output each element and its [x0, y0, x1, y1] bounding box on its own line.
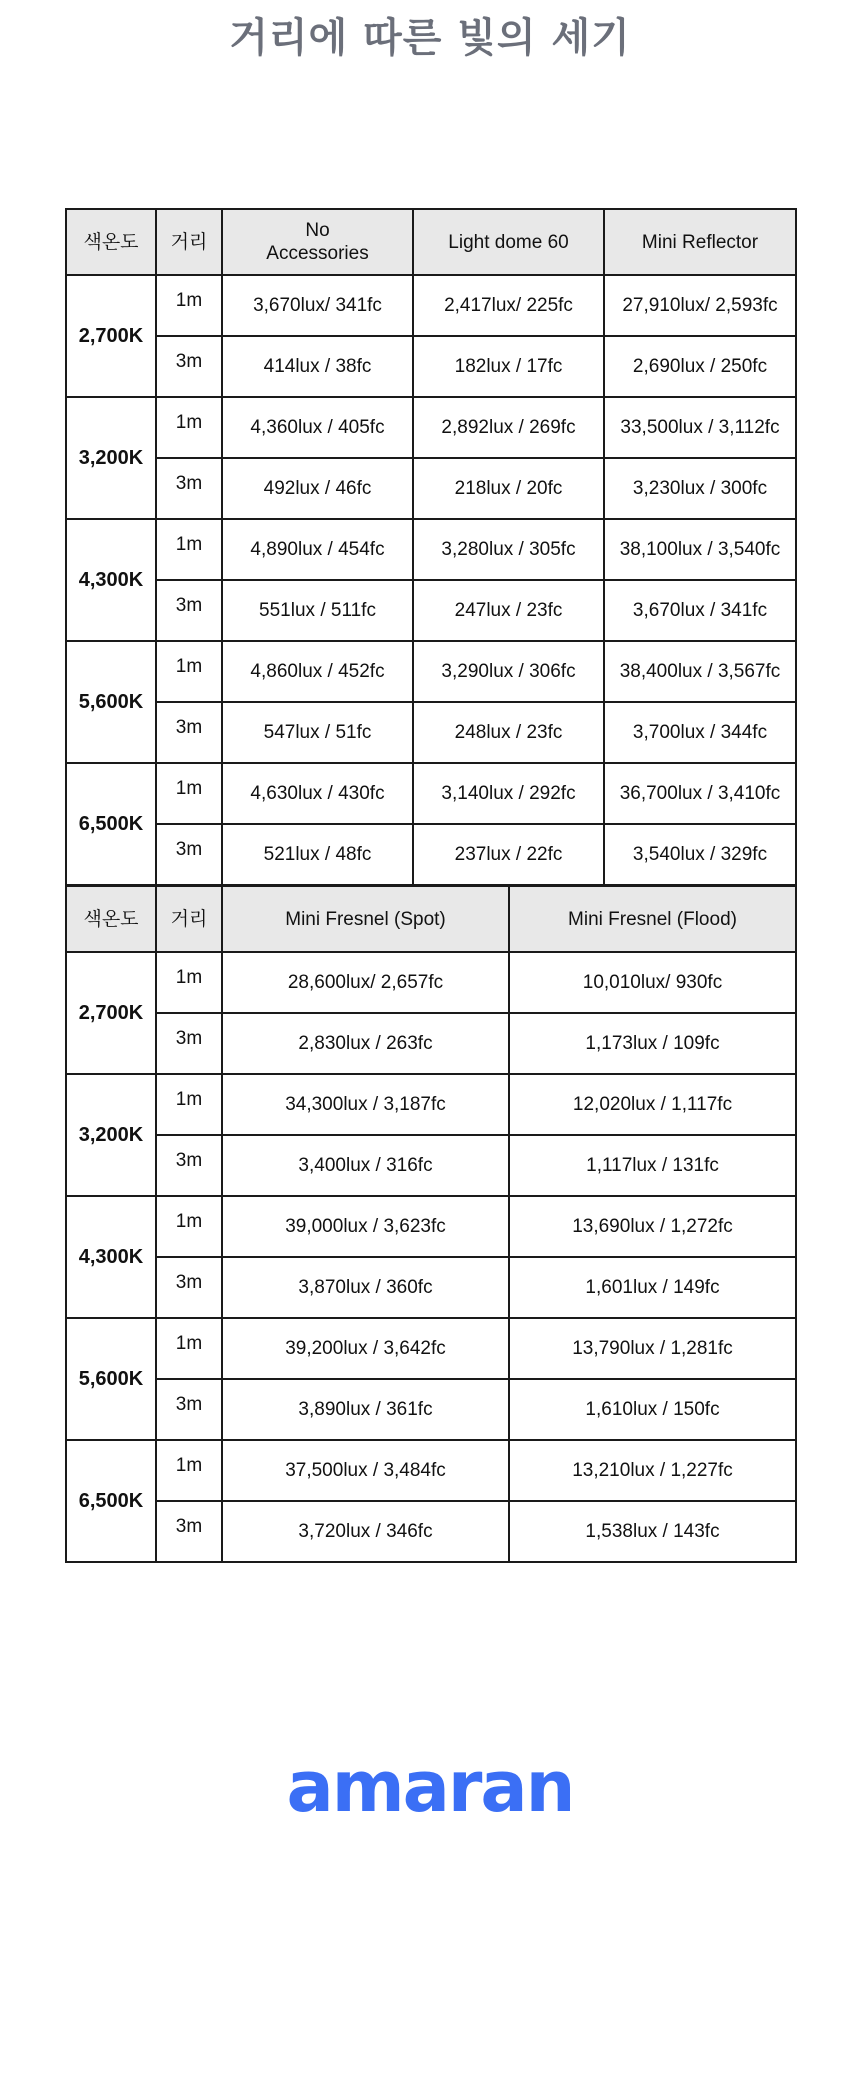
lux-value-cell: 492lux / 46fc	[222, 458, 413, 519]
lux-value-cell: 4,860lux / 452fc	[222, 641, 413, 702]
lux-value-cell: 237lux / 22fc	[413, 824, 604, 885]
lux-value-cell: 247lux / 23fc	[413, 580, 604, 641]
lux-value-cell: 1,601lux / 149fc	[509, 1257, 796, 1318]
lux-value-cell: 12,020lux / 1,117fc	[509, 1074, 796, 1135]
distance-cell: 3m	[156, 1501, 222, 1562]
distance-cell: 3m	[156, 1379, 222, 1440]
distance-cell: 1m	[156, 1440, 222, 1501]
lux-value-cell: 3,890lux / 361fc	[222, 1379, 509, 1440]
lux-value-cell: 13,790lux / 1,281fc	[509, 1318, 796, 1379]
lux-value-cell: 3,540lux / 329fc	[604, 824, 796, 885]
lux-value-cell: 3,290lux / 306fc	[413, 641, 604, 702]
distance-cell: 1m	[156, 397, 222, 458]
distance-cell: 1m	[156, 952, 222, 1013]
distance-cell: 3m	[156, 1257, 222, 1318]
table-header-row	[66, 886, 796, 952]
color-temp-cell: 2,700K	[66, 952, 156, 1074]
table-row	[66, 1379, 796, 1440]
lux-value-cell: 3,140lux / 292fc	[413, 763, 604, 824]
lux-value-cell: 3,670lux/ 341fc	[222, 275, 413, 336]
header-mini-reflector: Mini Reflector	[604, 209, 796, 275]
lux-value-cell: 38,400lux / 3,567fc	[604, 641, 796, 702]
lux-value-cell: 3,230lux / 300fc	[604, 458, 796, 519]
table-row	[66, 1196, 796, 1257]
distance-cell: 3m	[156, 702, 222, 763]
lux-value-cell: 3,280lux / 305fc	[413, 519, 604, 580]
lux-value-cell: 2,830lux / 263fc	[222, 1013, 509, 1074]
lux-value-cell: 182lux / 17fc	[413, 336, 604, 397]
table-row	[66, 336, 796, 397]
lux-value-cell: 2,892lux / 269fc	[413, 397, 604, 458]
table-row	[66, 397, 796, 458]
lux-value-cell: 3,700lux / 344fc	[604, 702, 796, 763]
lux-value-cell: 28,600lux/ 2,657fc	[222, 952, 509, 1013]
lux-value-cell: 3,870lux / 360fc	[222, 1257, 509, 1318]
color-temp-cell: 2,700K	[66, 275, 156, 397]
table-row	[66, 1013, 796, 1074]
distance-cell: 3m	[156, 1013, 222, 1074]
table-row	[66, 1135, 796, 1196]
distance-cell: 3m	[156, 1135, 222, 1196]
lux-value-cell: 38,100lux / 3,540fc	[604, 519, 796, 580]
distance-cell: 3m	[156, 580, 222, 641]
lux-table-accessories	[65, 208, 797, 886]
table-row	[66, 580, 796, 641]
distance-cell: 1m	[156, 641, 222, 702]
amaran-logo	[0, 1755, 860, 1825]
header-mini-fresnel-flood: Mini Fresnel (Flood)	[509, 886, 796, 952]
header-light-dome-60: Light dome 60	[413, 209, 604, 275]
lux-value-cell: 37,500lux / 3,484fc	[222, 1440, 509, 1501]
distance-cell: 3m	[156, 458, 222, 519]
svg-text:amaran: amaran	[286, 1755, 574, 1825]
distance-cell: 1m	[156, 519, 222, 580]
lux-value-cell: 1,173lux / 109fc	[509, 1013, 796, 1074]
table-row	[66, 275, 796, 336]
lux-value-cell: 10,010lux/ 930fc	[509, 952, 796, 1013]
header-color-temp: 색온도	[66, 209, 156, 275]
table-row	[66, 1257, 796, 1318]
table-row	[66, 702, 796, 763]
lux-value-cell: 39,000lux / 3,623fc	[222, 1196, 509, 1257]
color-temp-cell: 5,600K	[66, 641, 156, 763]
table-row	[66, 952, 796, 1013]
color-temp-cell: 6,500K	[66, 1440, 156, 1562]
table-row	[66, 1501, 796, 1562]
lux-value-cell: 27,910lux/ 2,593fc	[604, 275, 796, 336]
lux-value-cell: 521lux / 48fc	[222, 824, 413, 885]
lux-value-cell: 4,360lux / 405fc	[222, 397, 413, 458]
distance-cell: 1m	[156, 1196, 222, 1257]
table-row	[66, 763, 796, 824]
lux-value-cell: 2,690lux / 250fc	[604, 336, 796, 397]
lux-value-cell: 33,500lux / 3,112fc	[604, 397, 796, 458]
table-row	[66, 641, 796, 702]
color-temp-cell: 5,600K	[66, 1318, 156, 1440]
lux-value-cell: 1,610lux / 150fc	[509, 1379, 796, 1440]
distance-cell: 1m	[156, 275, 222, 336]
table-row	[66, 824, 796, 885]
page-title: 거리에 따른 빛의 세기	[229, 15, 631, 61]
lux-value-cell: 36,700lux / 3,410fc	[604, 763, 796, 824]
lux-table-fresnel	[65, 885, 797, 1563]
lux-value-cell: 2,417lux/ 225fc	[413, 275, 604, 336]
color-temp-cell: 3,200K	[66, 397, 156, 519]
color-temp-cell: 6,500K	[66, 763, 156, 885]
color-temp-cell: 4,300K	[66, 1196, 156, 1318]
lux-value-cell: 13,690lux / 1,272fc	[509, 1196, 796, 1257]
table-row	[66, 1074, 796, 1135]
distance-cell: 3m	[156, 336, 222, 397]
lux-value-cell: 551lux / 511fc	[222, 580, 413, 641]
header-no-accessories: No Accessories	[222, 209, 413, 275]
color-temp-cell: 3,200K	[66, 1074, 156, 1196]
lux-value-cell: 13,210lux / 1,227fc	[509, 1440, 796, 1501]
lux-value-cell: 547lux / 51fc	[222, 702, 413, 763]
distance-cell: 3m	[156, 824, 222, 885]
table-row	[66, 458, 796, 519]
lux-value-cell: 3,670lux / 341fc	[604, 580, 796, 641]
lux-value-cell: 1,538lux / 143fc	[509, 1501, 796, 1562]
table-row	[66, 1318, 796, 1379]
lux-value-cell: 3,720lux / 346fc	[222, 1501, 509, 1562]
distance-cell: 1m	[156, 763, 222, 824]
lux-value-cell: 3,400lux / 316fc	[222, 1135, 509, 1196]
lux-value-cell: 4,890lux / 454fc	[222, 519, 413, 580]
table-header-row	[66, 209, 796, 275]
lux-value-cell: 4,630lux / 430fc	[222, 763, 413, 824]
lux-value-cell: 414lux / 38fc	[222, 336, 413, 397]
color-temp-cell: 4,300K	[66, 519, 156, 641]
header-color-temp: 색온도	[66, 886, 156, 952]
table-row	[66, 519, 796, 580]
table-row	[66, 1440, 796, 1501]
lux-value-cell: 248lux / 23fc	[413, 702, 604, 763]
distance-cell: 1m	[156, 1074, 222, 1135]
distance-cell: 1m	[156, 1318, 222, 1379]
lux-value-cell: 39,200lux / 3,642fc	[222, 1318, 509, 1379]
lux-value-cell: 1,117lux / 131fc	[509, 1135, 796, 1196]
header-mini-fresnel-spot: Mini Fresnel (Spot)	[222, 886, 509, 952]
lux-value-cell: 218lux / 20fc	[413, 458, 604, 519]
lux-value-cell: 34,300lux / 3,187fc	[222, 1074, 509, 1135]
header-distance: 거리	[156, 209, 222, 275]
amaran-logo-mark	[0, 1755, 860, 1825]
header-distance: 거리	[156, 886, 222, 952]
